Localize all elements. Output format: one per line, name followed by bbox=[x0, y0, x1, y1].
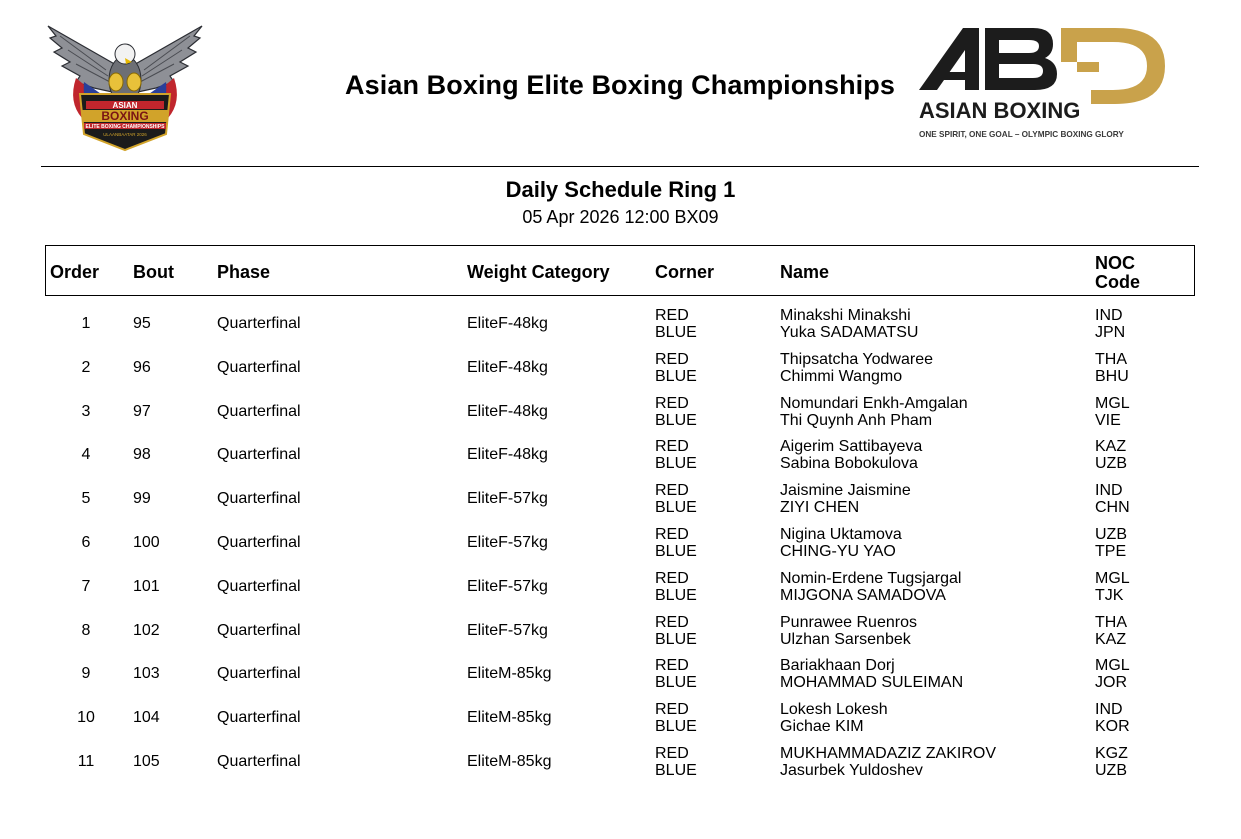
cell-weight: EliteF-57kg bbox=[467, 577, 548, 595]
cell-bout: 96 bbox=[133, 358, 151, 376]
red-noc: IND bbox=[1095, 701, 1123, 719]
cell-phase: Quarterfinal bbox=[217, 315, 301, 332]
red-boxer-name: Aigerim Sattibayeva bbox=[780, 438, 923, 456]
header-order: Order bbox=[50, 262, 100, 282]
blue-boxer-name: Ulzhan Sarsenbek bbox=[780, 630, 911, 648]
cell-order: 9 bbox=[81, 665, 91, 683]
cell-noc bbox=[1095, 657, 1130, 691]
cell-noc bbox=[1095, 701, 1130, 735]
cell-order: 7 bbox=[81, 577, 91, 595]
blue-noc: KOR bbox=[1095, 718, 1130, 736]
cell-order: 8 bbox=[81, 621, 91, 639]
red-noc: UZB bbox=[1095, 525, 1127, 543]
cell-name bbox=[780, 526, 902, 560]
cell-bout: 102 bbox=[133, 621, 160, 639]
blue-boxer-name: Sabina Bobokulova bbox=[780, 455, 918, 473]
cell-corner bbox=[655, 745, 697, 779]
corner-blue: BLUE bbox=[655, 718, 697, 736]
right-logo-name: ASIAN BOXING bbox=[919, 98, 1081, 123]
left-logo-line4: ULAANBAATAR 2026 bbox=[103, 132, 147, 137]
corner-red: RED bbox=[655, 438, 689, 456]
cell-phase: Quarterfinal bbox=[217, 621, 301, 639]
schedule-table-body bbox=[0, 305, 1241, 787]
red-noc: MGL bbox=[1095, 394, 1130, 412]
cell-corner bbox=[655, 570, 697, 604]
table-row bbox=[0, 305, 1241, 349]
cell-name bbox=[780, 570, 961, 604]
header-divider bbox=[41, 166, 1199, 167]
cell-phase: Quarterfinal bbox=[217, 577, 301, 595]
blue-noc: BHU bbox=[1095, 367, 1129, 385]
blue-noc: JPN bbox=[1095, 324, 1126, 341]
table-row bbox=[0, 612, 1241, 656]
cell-bout: 101 bbox=[133, 577, 160, 595]
table-row bbox=[0, 743, 1241, 787]
cell-corner bbox=[655, 307, 697, 341]
corner-red: RED bbox=[655, 394, 689, 412]
cell-name bbox=[780, 351, 933, 385]
cell-weight: EliteF-48kg bbox=[467, 315, 548, 332]
red-boxer-name: Lokesh Lokesh bbox=[780, 701, 888, 719]
cell-name bbox=[780, 657, 963, 691]
cell-name bbox=[780, 395, 968, 429]
cell-order: 11 bbox=[77, 752, 95, 770]
header-bout: Bout bbox=[133, 262, 174, 282]
blue-boxer-name: ZIYI CHEN bbox=[780, 499, 860, 517]
red-noc: IND bbox=[1095, 307, 1123, 324]
cell-noc bbox=[1095, 614, 1127, 648]
cell-bout: 105 bbox=[133, 752, 160, 770]
table-row bbox=[0, 699, 1241, 743]
blue-noc: JOR bbox=[1095, 674, 1127, 692]
corner-red: RED bbox=[655, 657, 689, 675]
cell-order: 10 bbox=[77, 709, 95, 727]
blue-noc: TPE bbox=[1095, 542, 1127, 560]
red-boxer-name: Minakshi Minakshi bbox=[780, 307, 911, 324]
corner-blue: BLUE bbox=[655, 630, 697, 648]
table-row bbox=[0, 393, 1241, 437]
header-phase: Phase bbox=[217, 262, 271, 282]
blue-boxer-name: Chimmi Wangmo bbox=[780, 367, 903, 385]
red-noc: THA bbox=[1095, 350, 1127, 368]
blue-noc: UZB bbox=[1095, 455, 1127, 473]
corner-blue: BLUE bbox=[655, 499, 697, 517]
cell-noc bbox=[1095, 482, 1130, 516]
corner-blue: BLUE bbox=[655, 455, 697, 473]
cell-corner bbox=[655, 614, 697, 648]
cell-name bbox=[780, 307, 918, 341]
cell-weight: EliteF-57kg bbox=[467, 490, 548, 508]
header-noc-line1: NOC bbox=[1095, 253, 1135, 273]
cell-order: 1 bbox=[81, 315, 91, 332]
cell-name bbox=[780, 438, 922, 472]
red-boxer-name: Nomin-Erdene Tugsjargal bbox=[780, 569, 962, 587]
corner-red: RED bbox=[655, 307, 689, 324]
corner-blue: BLUE bbox=[655, 542, 697, 560]
cell-phase: Quarterfinal bbox=[217, 490, 301, 508]
table-row bbox=[0, 655, 1241, 699]
cell-corner bbox=[655, 351, 697, 385]
cell-weight: EliteF-48kg bbox=[467, 446, 548, 464]
header-noc-line2: Code bbox=[1095, 272, 1140, 292]
cell-order: 4 bbox=[81, 446, 91, 464]
corner-red: RED bbox=[655, 482, 689, 500]
red-noc: KGZ bbox=[1095, 744, 1128, 762]
left-logo-line2: BOXING bbox=[101, 109, 149, 123]
cell-noc bbox=[1095, 438, 1127, 472]
cell-phase: Quarterfinal bbox=[217, 709, 301, 727]
blue-boxer-name: Yuka SADAMATSU bbox=[780, 324, 919, 341]
blue-noc: TJK bbox=[1095, 586, 1124, 604]
corner-red: RED bbox=[655, 350, 689, 368]
header-name: Name bbox=[780, 262, 830, 282]
page-title: Asian Boxing Elite Boxing Championships bbox=[345, 70, 895, 100]
cell-order: 3 bbox=[81, 402, 91, 420]
blue-boxer-name: MIJGONA SAMADOVA bbox=[780, 586, 946, 604]
cell-corner bbox=[655, 438, 697, 472]
red-boxer-name: MUKHAMMADAZIZ ZAKIROV bbox=[780, 744, 997, 762]
cell-phase: Quarterfinal bbox=[217, 446, 301, 464]
cell-bout: 100 bbox=[133, 533, 160, 551]
cell-bout: 98 bbox=[133, 446, 151, 464]
blue-boxer-name: Thi Quynh Anh Pham bbox=[780, 411, 933, 429]
corner-red: RED bbox=[655, 744, 689, 762]
corner-red: RED bbox=[655, 525, 689, 543]
red-noc: THA bbox=[1095, 613, 1127, 631]
corner-blue: BLUE bbox=[655, 761, 697, 779]
cell-name bbox=[780, 614, 917, 648]
cell-phase: Quarterfinal bbox=[217, 358, 301, 376]
schedule-info: 05 Apr 2026 12:00 BX09 bbox=[522, 207, 719, 227]
blue-noc: UZB bbox=[1095, 761, 1127, 779]
cell-noc bbox=[1095, 745, 1128, 779]
red-noc: MGL bbox=[1095, 657, 1130, 675]
left-logo-line3: ELITE BOXING CHAMPIONSHIPS bbox=[85, 124, 165, 130]
red-noc: KAZ bbox=[1095, 438, 1127, 456]
cell-corner bbox=[655, 701, 697, 735]
corner-blue: BLUE bbox=[655, 411, 697, 429]
header-corner: Corner bbox=[655, 262, 715, 282]
table-row bbox=[0, 436, 1241, 480]
red-boxer-name: Nigina Uktamova bbox=[780, 525, 902, 543]
blue-boxer-name: CHING-YU YAO bbox=[780, 542, 896, 560]
cell-bout: 103 bbox=[133, 665, 160, 683]
cell-name bbox=[780, 745, 996, 779]
table-row bbox=[0, 524, 1241, 568]
cell-weight: EliteM-85kg bbox=[467, 665, 552, 683]
red-noc: IND bbox=[1095, 482, 1123, 500]
cell-name bbox=[780, 482, 911, 516]
red-boxer-name: Jaismine Jaismine bbox=[780, 482, 911, 500]
cell-phase: Quarterfinal bbox=[217, 402, 301, 420]
cell-weight: EliteM-85kg bbox=[467, 709, 552, 727]
cell-weight: EliteF-57kg bbox=[467, 533, 548, 551]
cell-noc bbox=[1095, 307, 1125, 341]
red-boxer-name: Nomundari Enkh-Amgalan bbox=[780, 394, 968, 412]
corner-red: RED bbox=[655, 701, 689, 719]
cell-phase: Quarterfinal bbox=[217, 665, 301, 683]
blue-noc: VIE bbox=[1095, 411, 1121, 429]
cell-name bbox=[780, 701, 888, 735]
blue-boxer-name: Jasurbek Yuldoshev bbox=[780, 761, 923, 779]
corner-red: RED bbox=[655, 569, 689, 587]
red-boxer-name: Bariakhaan Dorj bbox=[780, 657, 895, 675]
red-boxer-name: Thipsatcha Yodwaree bbox=[780, 350, 933, 368]
corner-blue: BLUE bbox=[655, 586, 697, 604]
cell-bout: 95 bbox=[133, 315, 151, 332]
cell-corner bbox=[655, 657, 697, 691]
blue-noc: CHN bbox=[1095, 499, 1130, 517]
table-row bbox=[0, 568, 1241, 612]
blue-noc: KAZ bbox=[1095, 630, 1127, 648]
cell-phase: Quarterfinal bbox=[217, 533, 301, 551]
corner-blue: BLUE bbox=[655, 367, 697, 385]
cell-weight: EliteM-85kg bbox=[467, 752, 552, 770]
blue-boxer-name: Gichae KIM bbox=[780, 718, 864, 736]
cell-weight: EliteF-48kg bbox=[467, 358, 548, 376]
red-boxer-name: Punrawee Ruenros bbox=[780, 613, 917, 631]
right-logo-tagline: ONE SPIRIT, ONE GOAL – OLYMPIC BOXING GLORY bbox=[919, 130, 1124, 139]
left-logo-line1: ASIAN bbox=[112, 101, 138, 110]
corner-blue: BLUE bbox=[655, 674, 697, 692]
cell-bout: 97 bbox=[133, 402, 151, 420]
cell-noc bbox=[1095, 526, 1127, 560]
table-row bbox=[0, 349, 1241, 393]
cell-corner bbox=[655, 526, 697, 560]
blue-boxer-name: MOHAMMAD SULEIMAN bbox=[780, 674, 964, 692]
cell-noc bbox=[1095, 351, 1129, 385]
table-row bbox=[0, 480, 1241, 524]
corner-blue: BLUE bbox=[655, 324, 697, 341]
cell-order: 6 bbox=[81, 533, 91, 551]
cell-bout: 104 bbox=[133, 709, 160, 727]
cell-noc bbox=[1095, 570, 1130, 604]
schedule-title: Daily Schedule Ring 1 bbox=[505, 177, 736, 202]
cell-corner bbox=[655, 482, 697, 516]
asian-boxing-logo bbox=[915, 22, 1171, 146]
cell-bout: 99 bbox=[133, 490, 151, 508]
red-noc: MGL bbox=[1095, 569, 1130, 587]
cell-weight: EliteF-57kg bbox=[467, 621, 548, 639]
cell-order: 5 bbox=[81, 490, 91, 508]
corner-red: RED bbox=[655, 613, 689, 631]
cell-corner bbox=[655, 395, 697, 429]
header-noc-code bbox=[1095, 254, 1140, 292]
cell-phase: Quarterfinal bbox=[217, 752, 301, 770]
header-weight-category: Weight Category bbox=[467, 262, 610, 282]
cell-weight: EliteF-48kg bbox=[467, 402, 548, 420]
championship-eagle-logo bbox=[46, 22, 204, 152]
cell-noc bbox=[1095, 395, 1130, 429]
cell-order: 2 bbox=[81, 358, 91, 376]
